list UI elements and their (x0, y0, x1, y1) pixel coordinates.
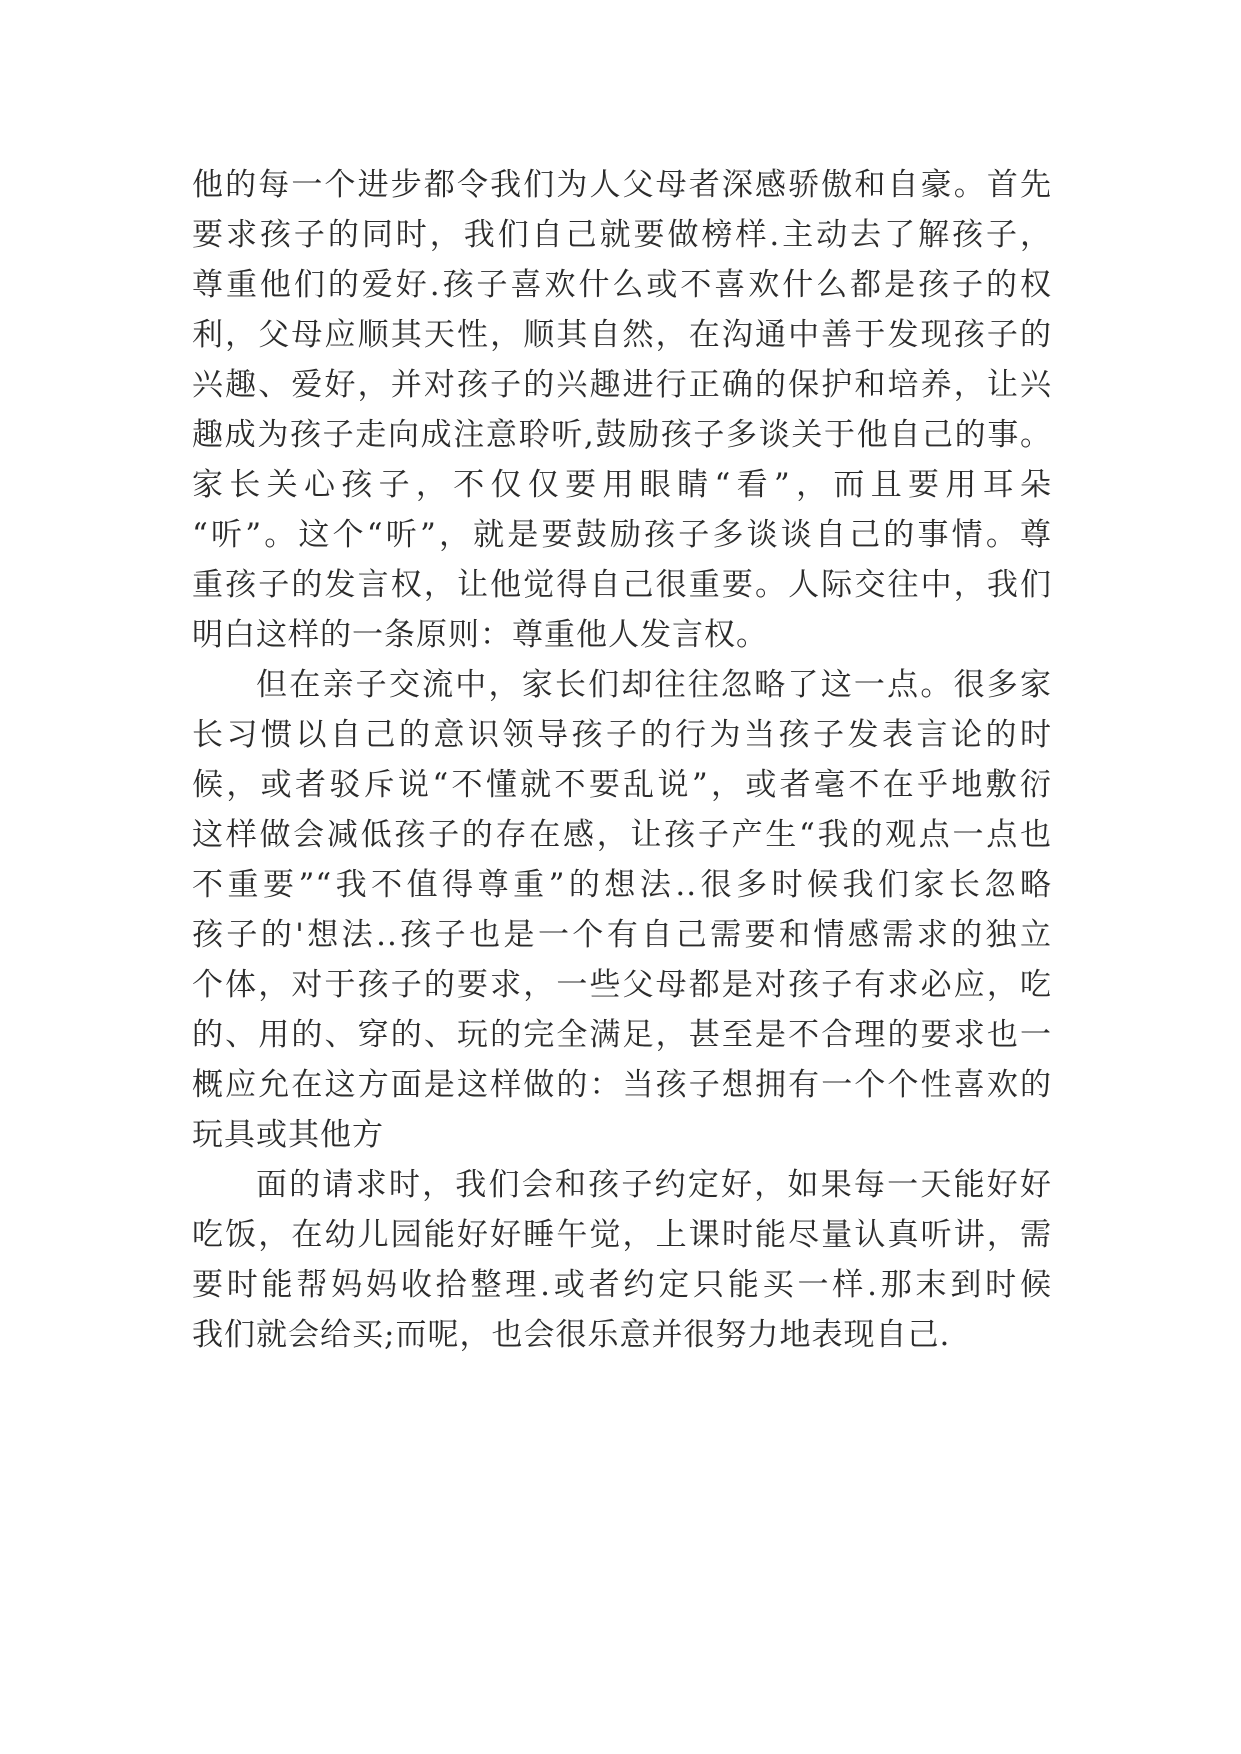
paragraph-2-line-10: 玩具或其他方 (192, 1117, 384, 1153)
paragraph-2-line-7: 个体，对于孩子的要求，一些父母都是对孩子有求必应，吃 (192, 967, 1052, 1003)
paragraph-1-line-10: 明白这样的一条原则：尊重他人发言权。 (192, 617, 768, 653)
paragraph-2-line-9: 概应允在这方面是这样做的：当孩子想拥有一个个性喜欢的 (192, 1067, 1052, 1103)
paragraph-1-line-5: 兴趣、爱好，并对孩子的兴趣进行正确的保护和培养，让兴 (192, 367, 1052, 403)
paragraph-1-line-7: 家长关心孩子，不仅仅要用眼睛“看”，而且要用耳朵 (192, 467, 1052, 503)
paragraph-2-line-1: 但在亲子交流中，家长们却往往忽略了这一点。很多家 (256, 667, 1052, 703)
paragraph-2-line-5: 不重要”“我不值得尊重”的想法..很多时候我们家长忽略 (192, 867, 1052, 903)
paragraph-1-line-6: 趣成为孩子走向成注意聆听,鼓励孩子多谈关于他自己的事。 (192, 417, 1052, 453)
paragraph-2-line-4: 这样做会减低孩子的存在感，让孩子产生“我的观点一点也 (192, 817, 1052, 853)
paragraph-3-line-4: 我们就会给买;而呢，也会很乐意并很努力地表现自己. (192, 1317, 951, 1353)
paragraph-1-line-1: 他的每一个进步都令我们为人父母者深感骄傲和自豪。首先 (192, 167, 1052, 203)
paragraph-3-line-2: 吃饭，在幼儿园能好好睡午觉，上课时能尽量认真听讲，需 (192, 1217, 1052, 1253)
paragraph-1-line-9: 重孩子的发言权，让他觉得自己很重要。人际交往中，我们 (192, 567, 1052, 603)
paragraph-2-line-8: 的、用的、穿的、玩的完全满足，甚至是不合理的要求也一 (192, 1017, 1052, 1053)
paragraph-3-line-3: 要时能帮妈妈收拾整理.或者约定只能买一样.那末到时候 (192, 1267, 1052, 1303)
paragraph-2-line-2: 长习惯以自己的意识领导孩子的行为当孩子发表言论的时 (192, 717, 1052, 753)
paragraph-3-line-1: 面的请求时，我们会和孩子约定好，如果每一天能好好 (256, 1167, 1052, 1203)
paragraph-2-line-3: 候，或者驳斥说“不懂就不要乱说”，或者毫不在乎地敷衍 (192, 767, 1052, 803)
paragraph-1-line-4: 利，父母应顺其天性，顺其自然，在沟通中善于发现孩子的 (192, 317, 1052, 353)
paragraph-1-line-8: “听”。这个“听”，就是要鼓励孩子多谈谈自己的事情。尊 (192, 517, 1052, 553)
paragraph-2-line-6: 孩子的'想法..孩子也是一个有自己需要和情感需求的独立 (192, 917, 1052, 953)
paragraph-1-line-2: 要求孩子的同时，我们自己就要做榜样.主动去了解孩子， (192, 217, 1052, 253)
document-body (192, 160, 1052, 1360)
paragraph-1-line-3: 尊重他们的爱好.孩子喜欢什么或不喜欢什么都是孩子的权 (192, 267, 1052, 303)
